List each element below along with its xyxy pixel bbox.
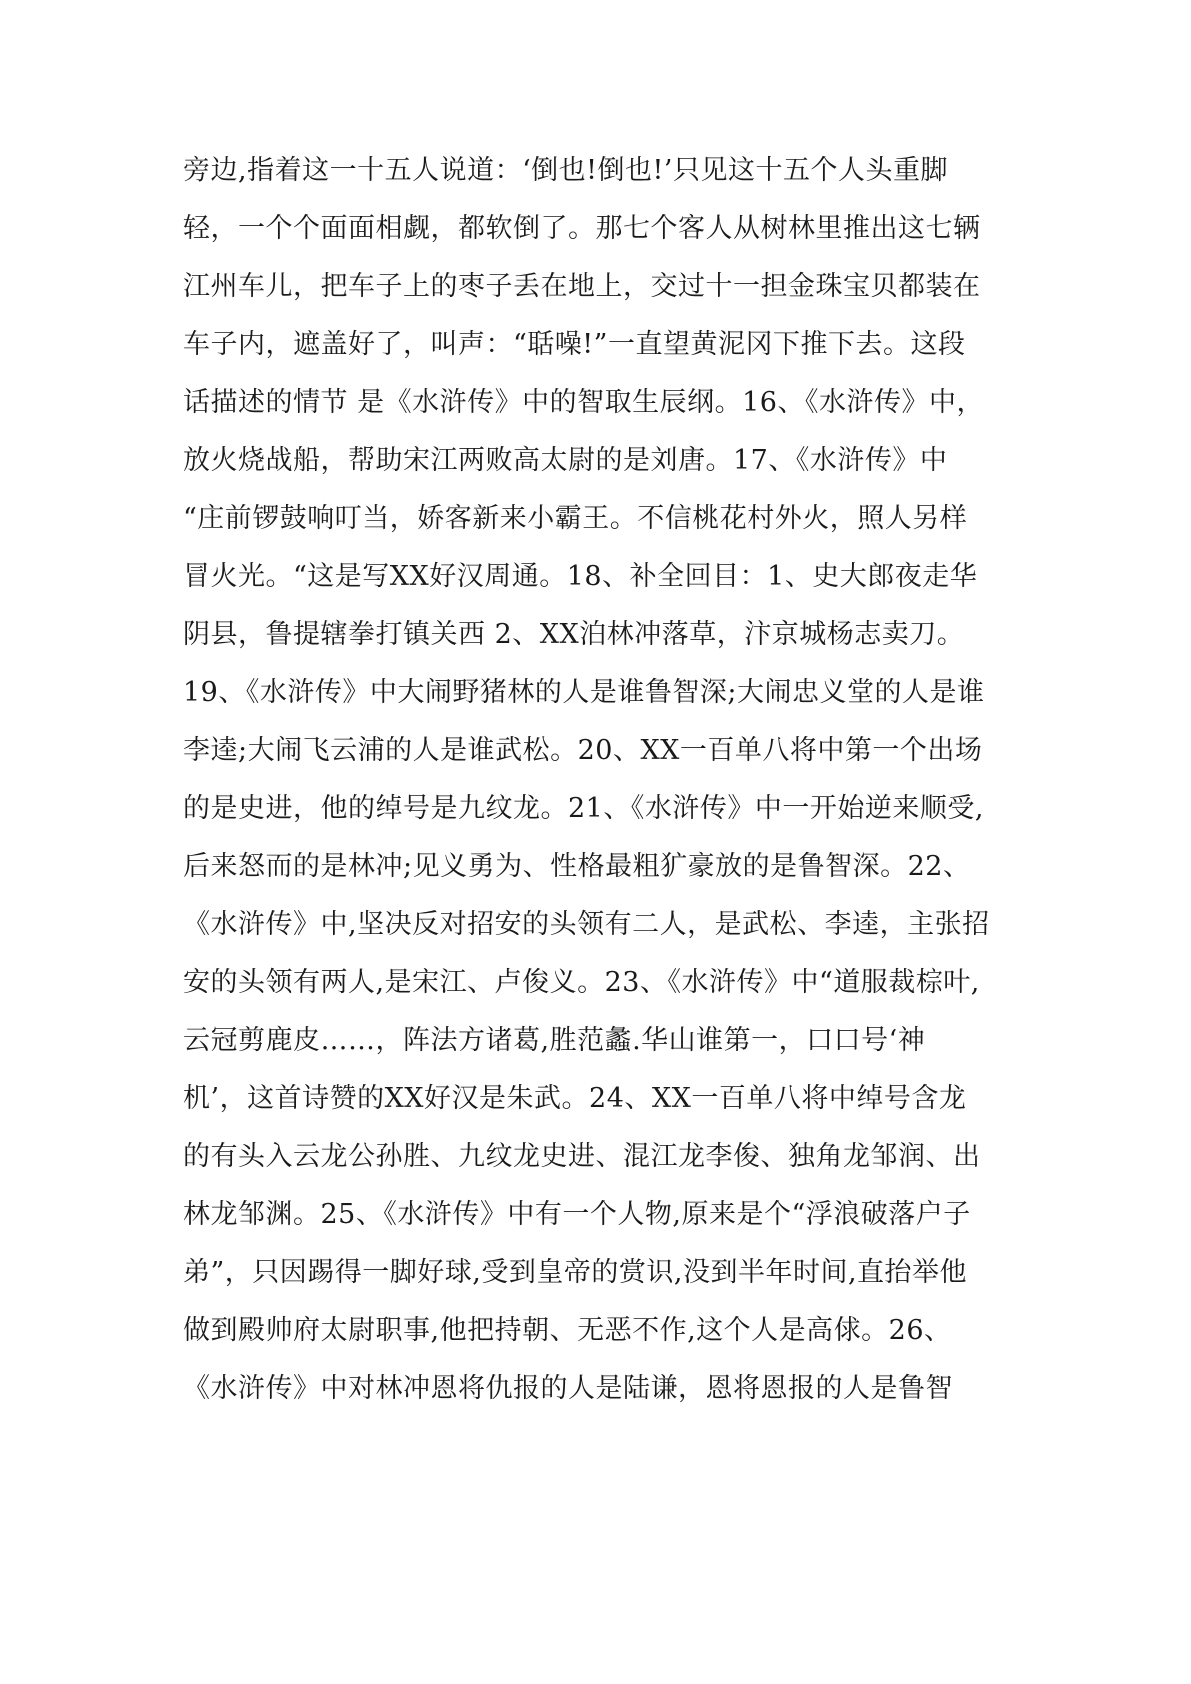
text-line: 后来怒而的是林冲;见义勇为、性格最粗犷豪放的是鲁智深。22、 <box>183 851 971 882</box>
text-line: 车子内，遮盖好了，叫声：“聒噪!”一直望黄泥冈下推下去。这段 <box>183 329 966 360</box>
text-line: 做到殿帅府太尉职事,他把持朝、无恶不作,这个人是高俅。26、 <box>183 1315 952 1346</box>
text-line: 放火烧战船，帮助宋江两败高太尉的是刘唐。17、《水浒传》中 <box>183 445 948 476</box>
text-line: 冒火光。“这是写XX好汉周通。18、补全回目：1、史大郎夜走华 <box>183 561 978 592</box>
text-line: 林龙邹渊。25、《水浒传》中有一个人物,原来是个“浮浪破落户子 <box>183 1199 971 1230</box>
text-line: 云冠剪鹿皮……，阵法方诸葛,胜范蠡.华山谁第一，口口号‘神 <box>183 1025 926 1056</box>
text-line: 《水浒传》中对林冲恩将仇报的人是陆谦，恩将恩报的人是鲁智 <box>183 1373 953 1404</box>
text-line: 《水浒传》中,坚决反对招安的头领有二人，是武松、李逵，主张招 <box>183 909 990 940</box>
text-line: 19、《水浒传》中大闹野猪林的人是谁鲁智深;大闹忠义堂的人是谁 <box>183 677 985 708</box>
text-line: 的有头入云龙公孙胜、九纹龙史进、混江龙李俊、独角龙邹润、出 <box>183 1141 981 1172</box>
text-line: 安的头领有两人,是宋江、卢俊义。23、《水浒传》中“道服裁棕叶, <box>183 967 980 998</box>
text-line: 江州车儿，把车子上的枣子丢在地上，交过十一担金珠宝贝都装在 <box>183 271 981 302</box>
text-line: 阴县，鲁提辖拳打镇关西 2、XX泊林冲落草，汴京城杨志卖刀。 <box>183 619 965 650</box>
text-line: 李逵;大闹飞云浦的人是谁武松。20、XX一百单八将中第一个出场 <box>183 735 983 766</box>
text-line: 轻，一个个面面相觑，都软倒了。那七个客人从树林里推出这七辆 <box>183 213 981 244</box>
body-text <box>183 142 1023 1418</box>
text-line: 话描述的情节 是《水浒传》中的智取生辰纲。16、《水浒传》中， <box>183 387 984 418</box>
text-line: 机’，这首诗赞的XX好汉是朱武。24、XX一百单八将中绰号含龙 <box>183 1083 967 1114</box>
text-line: 旁边,指着这一十五人说道：‘倒也!倒也!’只见这十五个人头重脚 <box>183 155 948 186</box>
text-line: 弟”，只因踢得一脚好球,受到皇帝的赏识,没到半年时间,直抬举他 <box>183 1257 968 1288</box>
text-line: 的是史进，他的绰号是九纹龙。21、《水浒传》中一开始逆来顺受, <box>183 793 984 824</box>
text-line: “庄前锣鼓响叮当，娇客新来小霸王。不信桃花村外火，照人另样 <box>183 503 968 534</box>
